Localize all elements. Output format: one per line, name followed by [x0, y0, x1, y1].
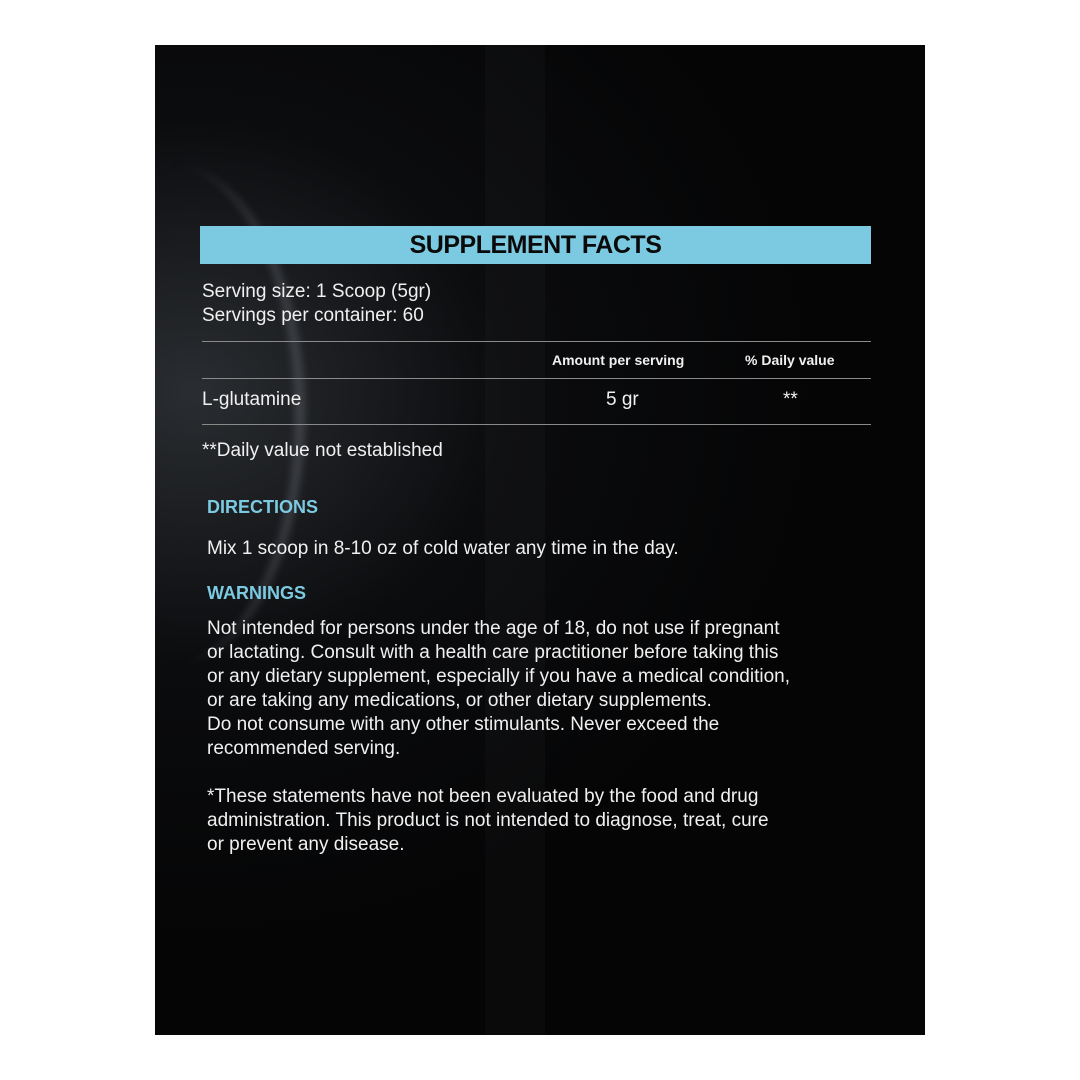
disclaimer [207, 785, 907, 857]
supplement-facts-title: SUPPLEMENT FACTS [200, 226, 871, 264]
divider [202, 424, 871, 425]
warning-line: or lactating. Consult with a health care practitioner before taking this [207, 642, 779, 663]
amount-column-header: Amount per serving [552, 352, 685, 368]
disclaimer-line: administration. This product is not intended to diagnose, treat, cure [207, 810, 769, 831]
daily-value-column-header: % Daily value [745, 352, 835, 368]
warning-line: recommended serving. [207, 738, 401, 759]
warning-line: Not intended for persons under the age of 18, do not use if pregnant [207, 618, 780, 639]
footnote: **Daily value not established [202, 440, 443, 461]
warnings-text [207, 617, 907, 761]
warning-line: or are taking any medications, or other dietary supplements. [207, 690, 712, 711]
warnings-heading: WARNINGS [207, 583, 306, 603]
divider [202, 378, 871, 379]
divider [202, 341, 871, 342]
directions-text: Mix 1 scoop in 8-10 oz of cold water any time in the day. [207, 538, 679, 559]
disclaimer-line: or prevent any disease. [207, 834, 405, 855]
servings-per-container: Servings per container: 60 [202, 305, 424, 326]
ingredient-daily-value: ** [783, 389, 798, 410]
serving-size: Serving size: 1 Scoop (5gr) [202, 281, 432, 302]
ingredient-amount: 5 gr [606, 389, 639, 410]
disclaimer-line: *These statements have not been evaluated by the food and drug [207, 786, 759, 807]
warning-line: or any dietary supplement, especially if you have a medical condition, [207, 666, 790, 687]
ingredient-name: L-glutamine [202, 389, 302, 410]
warning-line: Do not consume with any other stimulants. Never exceed the [207, 714, 720, 735]
directions-heading: DIRECTIONS [207, 497, 319, 517]
